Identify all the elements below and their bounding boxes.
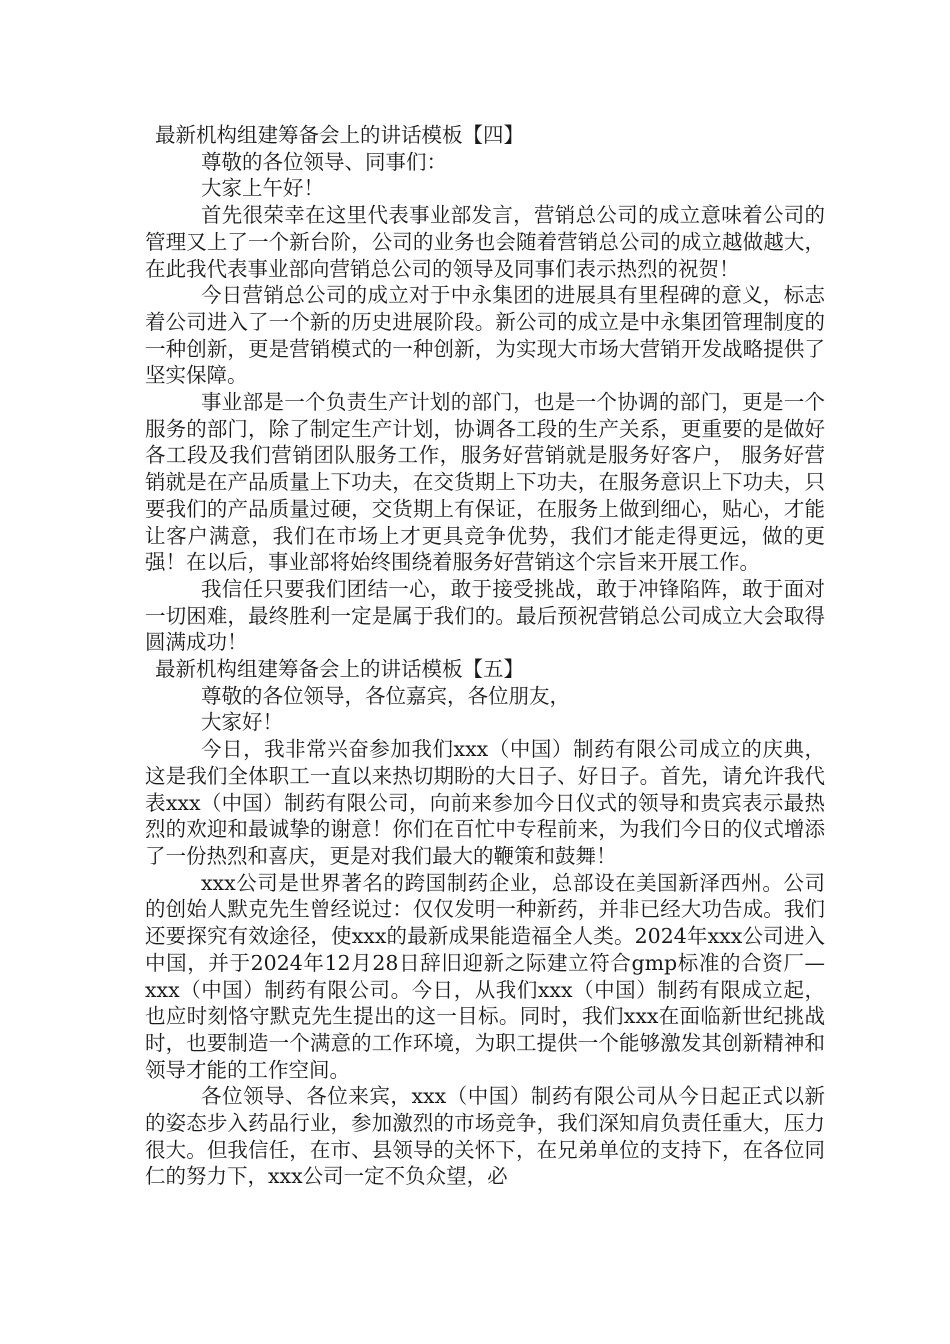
- salutation: 尊敬的各位领导，各位嘉宾，各位朋友，: [201, 683, 570, 708]
- paragraph: xxx公司是世界著名的跨国制药企业，总部设在美国新泽西州。公司的创始人默克先生曾经说过：仅仅发明一种新药，并非已经大功告成。我们还要探究有效途径，使xxx的最新成果能造福全人类。2024年xxx公司进入中国，并于2024年12月28日辞旧迎新之际建立符合gmp标准的合资厂—xxx（中国）制药有限公司。今日，从我们xxx（中国）制药有限成立起，也应时刻恪守默克先生提出的这一目标。同时，我们xxx在面临新世纪挑战时，也要制造一个满意的工作环境，为职工提供一个能够激发其创新精神和领导才能的工作空间。: [145, 870, 825, 1082]
- section-heading: 最新机构组建筹备会上的讲话模板【四】: [155, 123, 524, 147]
- paragraph: 首先很荣幸在这里代表事业部发言，营销总公司的成立意味着公司的管理又上了一个新台阶，公司的业务也会随着营销总公司的成立越做越大，在此我代表事业部向营销总公司的领导及同事们表示热烈的祝贺！: [145, 203, 825, 281]
- salutation: 尊敬的各位领导、同事们：: [201, 149, 447, 174]
- section-heading: 最新机构组建筹备会上的讲话模板【五】: [155, 657, 524, 682]
- paragraph: 各位领导、各位来宾，xxx（中国）制药有限公司从今日起正式以新的姿态步入药品行业，参加激烈的市场竞争，我们深知肩负责任重大，压力很大。但我信任，在市、县领导的关怀下，在兄弟单位的支持下，在各位同仁的努力下，xxx公司一定不负众望，必: [145, 1084, 825, 1189]
- paragraph: 今日，我非常兴奋参加我们xxx（中国）制药有限公司成立的庆典，这是我们全体职工一直以来热切期盼的大日子、好日子。首先，请允许我代表xxx（中国）制药有限公司，向前来参加今日仪式的领导和贵宾表示最热烈的欢迎和最诚挚的谢意！你们在百忙中专程前来，为我们今日的仪式增添了一份热烈和喜庆，更是对我们最大的鞭策和鼓舞！: [145, 737, 825, 868]
- speech-section-four: [145, 122, 825, 656]
- paragraph: 我信任只要我们团结一心，敢于接受挑战，敢于冲锋陷阵，敢于面对一切困难，最终胜利一定是属于我们的。最后预祝营销总公司成立大会取得圆满成功！: [145, 576, 825, 655]
- document-page: [145, 122, 825, 1190]
- greeting: 大家好！: [201, 710, 283, 735]
- paragraph: 事业部是一个负责生产计划的部门，也是一个协调的部门，更是一个服务的部门，除了制定生产计划，协调各工段的生产关系，更重要的是做好各工段及我们营销团队服务工作，服务好营销就是服务好客户， 服务好营销就是在产品质量上下功夫，在交货期上下功夫，在服务意识上下功夫，只要我们的产品质量过硬，交货期上有保证，在服务上做到细心，贴心，才能让客户满意，我们在市场上才更具竞争优势，我们才能走得更远，做的更强！在以后，事业部将始终围绕着服务好营销这个宗旨来开展工作。: [145, 390, 825, 575]
- speech-section-five: [145, 656, 825, 1190]
- paragraph: 今日营销总公司的成立对于中永集团的进展具有里程碑的意义，标志着公司进入了一个新的历史进展阶段。新公司的成立是中永集团管理制度的一种创新，更是营销模式的一种创新，为实现大市场大营销开发战略提供了坚实保障。: [145, 283, 825, 388]
- greeting: 大家上午好！: [201, 176, 324, 201]
